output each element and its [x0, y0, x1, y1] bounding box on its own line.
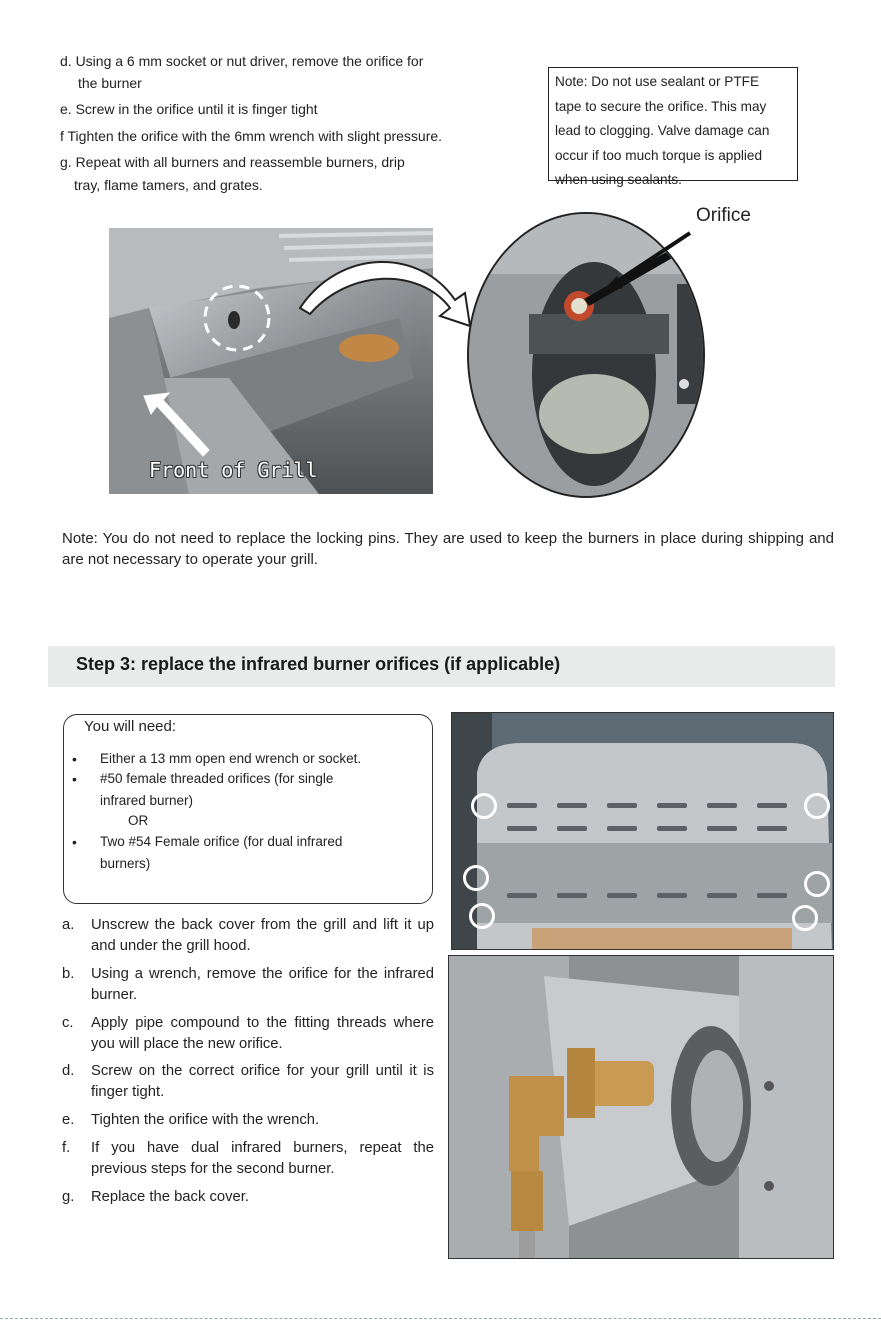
bullet-icon: • [72, 771, 77, 787]
orifice-label: Orifice [696, 205, 751, 226]
need-item [72, 831, 343, 853]
need-item [72, 748, 362, 770]
screw-marker-circle [463, 865, 489, 891]
step3-title: Step 3: replace the infrared burner orifices (if applicable) [76, 654, 561, 674]
need-item-text: #50 female threaded orifices (for single [100, 771, 334, 786]
need-item-continuation: infrared burner) [100, 793, 194, 808]
step-text: Screw on the correct orifice for your grill until it is finger tight. [91, 1063, 434, 1100]
step-d-line2: the burner [78, 75, 142, 91]
procedure-step-a [62, 915, 434, 957]
front-of-grill-label: Front of Grill [149, 458, 318, 482]
back-cover-illustration [452, 713, 834, 950]
procedure-step-b [62, 964, 434, 1006]
locking-pins-note: Note: You do not need to replace the locking pins. They are used to keep the burners in place during shipping and are not necessary to operate your grill. [62, 530, 834, 568]
you-will-need-title: You will need: [84, 718, 177, 735]
screw-marker-circle [804, 793, 830, 819]
back-cover-photo [451, 712, 834, 950]
need-item [72, 768, 334, 790]
screw-marker-circle [471, 793, 497, 819]
bullet-icon: • [72, 751, 77, 767]
procedure-step-c [62, 1013, 434, 1055]
step-f: f Tighten the orifice with the 6mm wrench with slight pressure. [60, 128, 443, 144]
infrared-orifice-illustration [449, 956, 834, 1259]
infrared-orifice-photo [448, 955, 834, 1259]
curved-arrow [280, 238, 490, 328]
step-letter: d. [62, 1063, 75, 1079]
page-bottom-divider [0, 1318, 881, 1319]
step-text: Apply pipe compound to the fitting threads where you will place the new orifice. [91, 1015, 434, 1052]
step-letter: c. [62, 1015, 74, 1031]
note-line: when using sealants. [555, 172, 682, 187]
orifice-pointer [595, 228, 695, 298]
procedure-step-f [62, 1138, 434, 1180]
screw-marker-circle [804, 871, 830, 897]
need-item-or: OR [128, 813, 149, 828]
step-letter: g. [62, 1189, 75, 1205]
step-letter: a. [62, 917, 75, 933]
step-text: Tighten the orifice with the wrench. [91, 1112, 320, 1128]
step-text: If you have dual infrared burners, repeat the previous steps for the second burner. [91, 1140, 434, 1177]
procedure-step-d [62, 1061, 434, 1103]
step-d-line1: d. Using a 6 mm socket or nut driver, remove the orifice for [60, 53, 424, 69]
note-line: Note: Do not use sealant or PTFE [555, 74, 760, 89]
note-line: lead to clogging. Valve damage can [555, 123, 770, 138]
screw-marker-circle [792, 905, 818, 931]
note-line: tape to secure the orifice. This may [555, 98, 767, 114]
screw-marker-circle [469, 903, 495, 929]
step-letter: b. [62, 966, 75, 982]
step-text: Unscrew the back cover from the grill and lift it up and under the grill hood. [91, 917, 434, 954]
step-text: Using a wrench, remove the orifice for the infrared burner. [91, 966, 434, 1003]
sealant-note-box [548, 67, 798, 187]
need-item-continuation: burners) [100, 856, 151, 871]
step-g-line2: tray, flame tamers, and grates. [74, 177, 263, 193]
step-letter: e. [62, 1112, 75, 1128]
need-item-text: Either a 13 mm open end wrench or socket. [100, 751, 362, 766]
step-letter: f. [62, 1140, 71, 1156]
need-item-text: Two #54 Female orifice (for dual infrared [100, 834, 343, 849]
step-e: e. Screw in the orifice until it is finger tight [60, 101, 318, 117]
step-g-line1: g. Repeat with all burners and reassemble burners, drip [60, 154, 405, 170]
step-text: Replace the back cover. [91, 1189, 249, 1205]
procedure-step-g [62, 1187, 434, 1208]
note-line: occur if too much torque is applied [555, 147, 763, 163]
procedure-step-e [62, 1110, 434, 1131]
bullet-icon: • [72, 834, 77, 850]
